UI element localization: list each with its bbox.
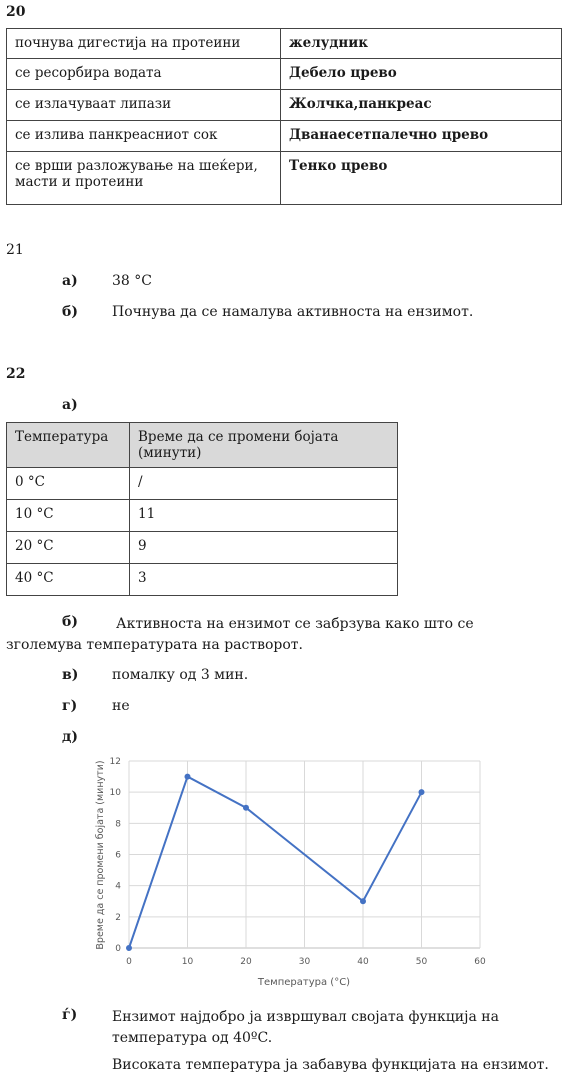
y-tick-label: 4: [115, 881, 121, 892]
time-cell: 11: [130, 500, 398, 532]
temperature-cell: 10 °C: [7, 500, 130, 532]
question-22-number: 22: [6, 366, 26, 382]
y-tick-label: 8: [115, 819, 121, 830]
question-21-number: 21: [6, 242, 24, 258]
answer-d-label: д): [62, 729, 78, 745]
answer-a-label: а): [62, 273, 78, 289]
answer-g-label: г): [62, 698, 78, 714]
answer-gj-text: Ензимот најдобро ја извршувал својата функција на температура од 40ºC.: [112, 1009, 499, 1046]
series-line: [129, 777, 422, 948]
x-axis-label: Температура (°C): [257, 977, 351, 988]
x-tick-label: 0: [126, 957, 132, 967]
y-tick-label: 6: [115, 850, 121, 861]
organ-cell: желудник: [281, 29, 562, 59]
chart-ticks: [110, 757, 486, 967]
y-tick-label: 10: [109, 788, 121, 799]
organ-cell: Жолчка,панкреас: [281, 90, 562, 121]
data-point: [185, 774, 191, 780]
answer-b-text: Почнува да се намалува активноста на ензимот.: [112, 304, 474, 320]
process-cell: се излачуваат липази: [7, 90, 281, 121]
x-tick-label: 30: [298, 957, 311, 967]
temperature-cell: 0 °C: [7, 468, 130, 500]
y-tick-label: 0: [115, 944, 121, 954]
organ-cell: Тенко црево: [281, 152, 562, 205]
time-cell: /: [130, 468, 398, 500]
series-points: [126, 774, 425, 951]
question-20-number: 20: [6, 4, 26, 20]
answer-gj-label: ѓ): [62, 1007, 78, 1023]
process-cell: се излива панкреасниот сок: [7, 121, 281, 152]
x-tick-label: 10: [181, 957, 194, 967]
x-tick-label: 60: [474, 957, 486, 967]
answer-b-label: б): [62, 304, 78, 320]
answer-v-text: помалку од 3 мин.: [112, 667, 249, 683]
answer-gj-text-2: Високата температура ја забавува функцијата на ензимот.: [112, 1057, 549, 1073]
time-cell: 3: [130, 564, 398, 596]
temperature-cell: 20 °C: [7, 532, 130, 564]
process-cell: се врши разложување на шеќери, масти и протеини: [7, 152, 281, 205]
x-tick-label: 20: [240, 957, 252, 967]
data-point: [360, 898, 366, 904]
x-tick-label: 50: [415, 957, 428, 967]
column-header: Температура: [7, 423, 130, 468]
answer-a-label: а): [62, 397, 78, 413]
temperature-cell: 40 °C: [7, 564, 130, 596]
answer-v-label: в): [62, 667, 79, 683]
answer-g-text: не: [112, 698, 130, 714]
y-tick-label: 2: [115, 912, 121, 923]
column-header: Време да се промени бојата (минути): [130, 423, 398, 468]
time-cell: 9: [130, 532, 398, 564]
data-point: [126, 945, 132, 951]
x-tick-label: 40: [357, 957, 369, 967]
answer-b-text: Активноста на ензимот се забрзува како што се зголемува температурата на растворот.: [6, 616, 474, 653]
process-cell: се ресорбира водата: [7, 59, 281, 90]
data-point: [419, 789, 425, 795]
y-tick-label: 12: [109, 757, 121, 767]
y-axis-label: Време да се промени бојата (минути): [95, 760, 106, 950]
organ-cell: Дебело црево: [281, 59, 562, 90]
process-cell: почнува дигестија на протеини: [7, 29, 281, 59]
answer-b-label: б): [62, 614, 78, 630]
organ-cell: Дванаесетпалечно црево: [281, 121, 562, 152]
answer-a-text: 38 °C: [112, 273, 152, 289]
data-point: [243, 805, 249, 811]
